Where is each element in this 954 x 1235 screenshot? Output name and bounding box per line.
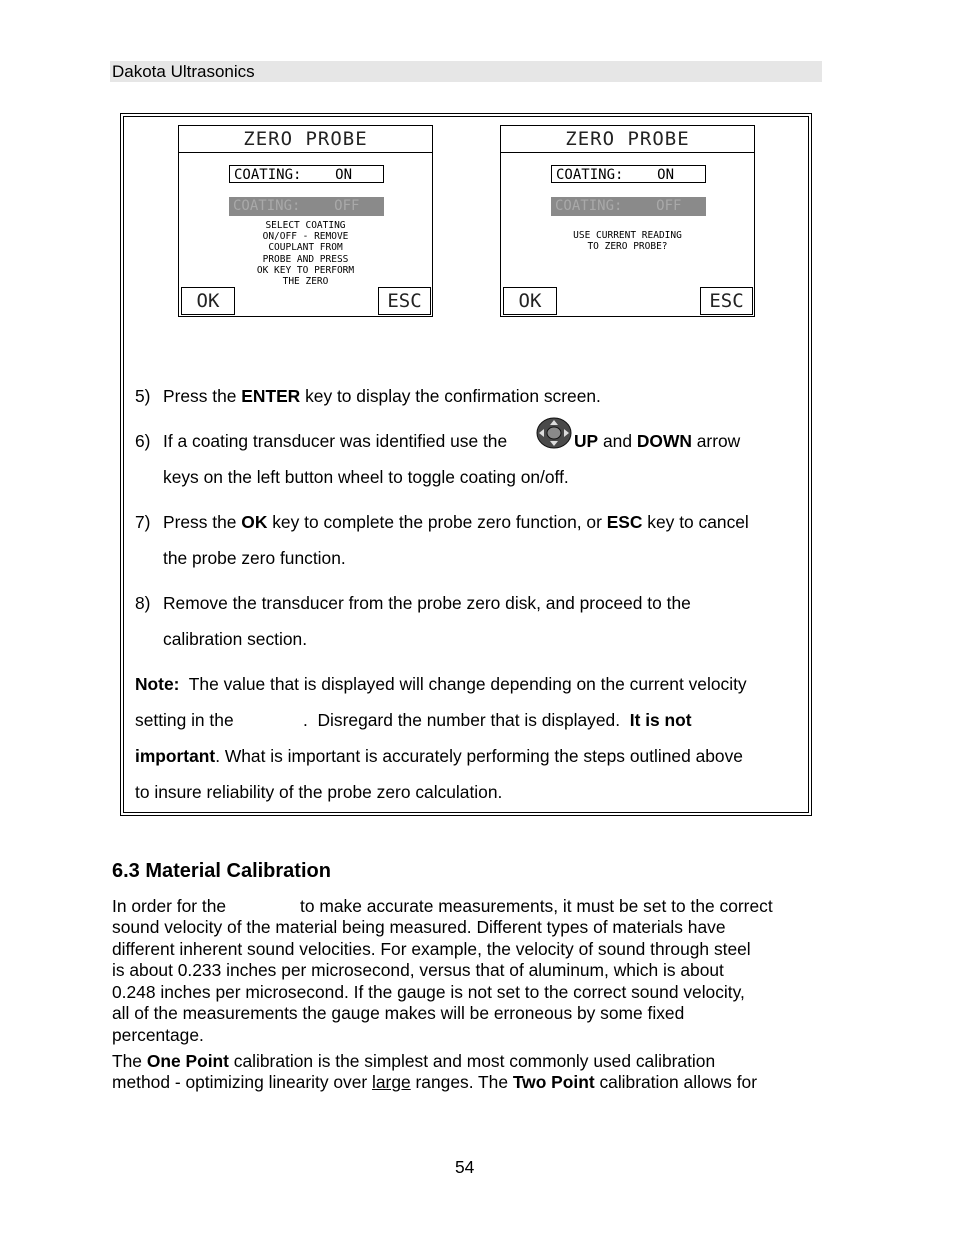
note-line-4: to insure reliability of the probe zero calculation. <box>135 782 503 802</box>
lcd-screen-confirm-zero <box>500 125 755 317</box>
para1-line6: all of the measurements the gauge makes will be erroneous by some fixed <box>112 1003 685 1023</box>
lcd-message: SELECT COATING ON/OFF - REMOVE COUPLANT FROM PROBE AND PRESS OK KEY TO PERFORM THE ZERO <box>256 220 355 288</box>
ok-button: OK <box>181 287 235 315</box>
step-6-text-b: UP and DOWN arrow <box>574 431 741 451</box>
step-8-number: 8) <box>135 593 151 613</box>
button-wheel-icon <box>536 417 572 449</box>
lcd-title: ZERO PROBE <box>179 126 432 153</box>
ok-button: OK <box>503 287 557 315</box>
note-line-2b: . Disregard the number that is displayed. It is not <box>303 710 692 730</box>
step-6-text-line2: keys on the left button wheel to toggle coating on/off. <box>163 467 569 487</box>
step-5-number: 5) <box>135 386 151 406</box>
para2-line2: method - optimizing linearity over large ranges. The Two Point calibration allows for <box>112 1072 758 1092</box>
coating-off-option: COATING: OFF <box>229 197 384 216</box>
note-line-1: Note: The value that is displayed will change depending on the current velocity <box>135 674 747 694</box>
step-7-number: 7) <box>135 512 151 532</box>
esc-button: ESC <box>700 287 753 315</box>
para1-line5: 0.248 inches per microsecond. If the gauge is not set to the correct sound velocity, <box>112 982 745 1002</box>
para1-line2: sound velocity of the material being measured. Different types of materials have <box>112 917 726 937</box>
step-7-text-line2: the probe zero function. <box>163 548 346 568</box>
lcd-message: USE CURRENT READING TO ZERO PROBE? <box>573 230 682 253</box>
step-6-number: 6) <box>135 431 151 451</box>
para1-line3: different inherent sound velocities. For example, the velocity of sound through steel <box>112 939 751 959</box>
lcd-title: ZERO PROBE <box>501 126 754 153</box>
header-title: Dakota Ultrasonics <box>112 62 255 81</box>
para1-line7: percentage. <box>112 1025 204 1045</box>
step-8-text: Remove the transducer from the probe zero disk, and proceed to the <box>163 593 691 613</box>
para2-line1: The One Point calibration is the simplest and most commonly used calibration <box>112 1051 716 1071</box>
note-line-2a: setting in the <box>135 710 234 730</box>
lcd-screen-select-coating <box>178 125 433 317</box>
coating-off-option: COATING: OFF <box>551 197 706 216</box>
coating-on-option: COATING: ON <box>229 165 384 183</box>
page-number: 54 <box>455 1157 475 1177</box>
step-6-text-a: If a coating transducer was identified use the <box>163 431 508 451</box>
para1-line1a: In order for the <box>112 896 227 916</box>
para1-line1b: to make accurate measurements, it must be set to the correct <box>300 896 773 916</box>
coating-on-option: COATING: ON <box>551 165 706 183</box>
para1-line4: is about 0.233 inches per microsecond, versus that of aluminum, which is about <box>112 960 724 980</box>
section-heading: 6.3 Material Calibration <box>112 860 331 882</box>
step-7-text: Press the OK key to complete the probe zero function, or ESC key to cancel <box>163 512 749 532</box>
step-5-text: Press the ENTER key to display the confirmation screen. <box>163 386 601 406</box>
esc-button: ESC <box>378 287 431 315</box>
note-line-3: important. What is important is accurately performing the steps outlined above <box>135 746 743 766</box>
step-8-text-line2: calibration section. <box>163 629 308 649</box>
